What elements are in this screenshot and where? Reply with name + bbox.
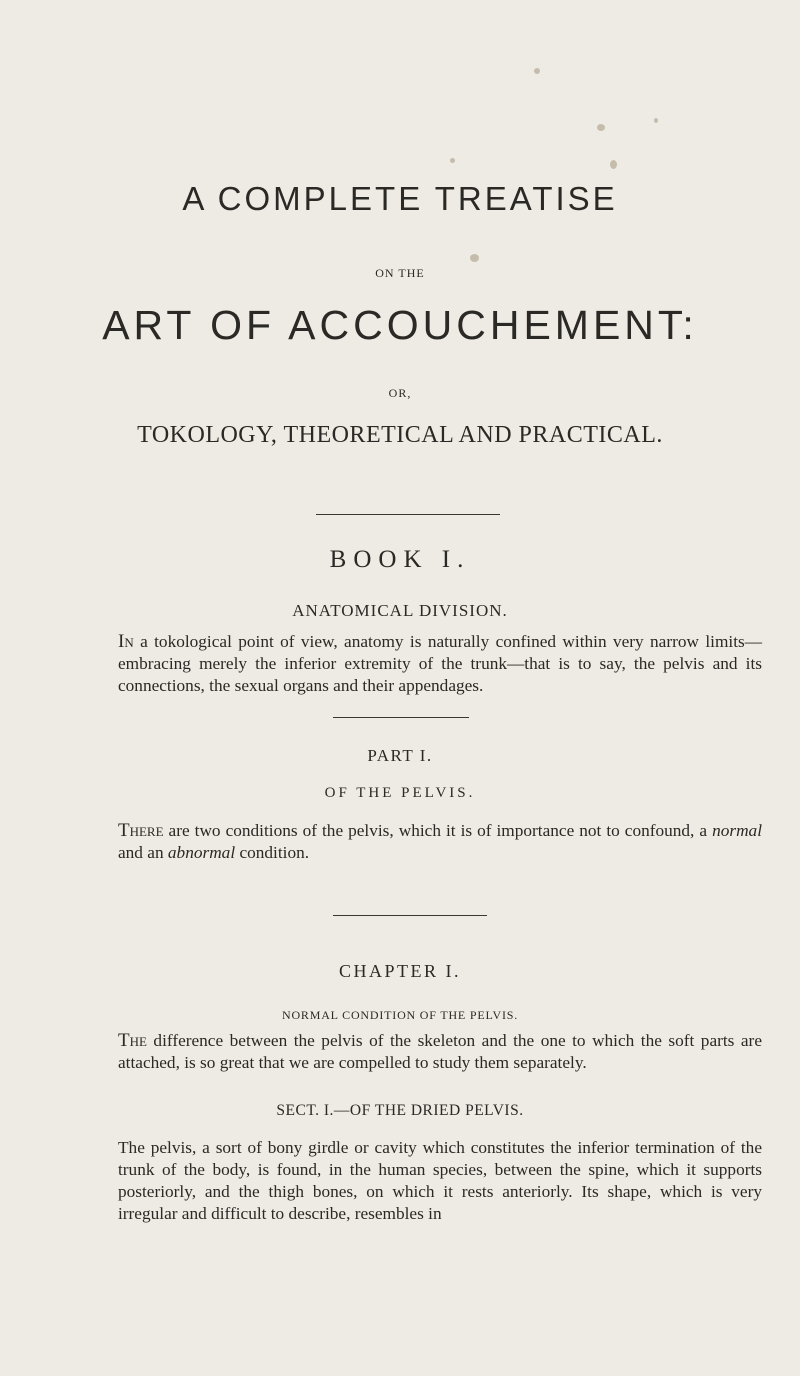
- part-lead: There: [118, 820, 164, 841]
- divider-rule: [333, 915, 487, 916]
- foxing-spot: [597, 124, 605, 131]
- foxing-spot: [470, 254, 479, 262]
- part-subheading: OF THE PELVIS.: [324, 785, 476, 801]
- part-text-c: condition.: [235, 843, 310, 862]
- foxing-spot: [534, 68, 540, 74]
- book-heading: BOOK I.: [329, 546, 471, 573]
- part-text-abnormal: abnormal: [167, 843, 236, 862]
- title-line-3: ART OF ACCOUCHEMENT:: [102, 302, 698, 348]
- chapter-subheading: NORMAL CONDITION OF THE PELVIS.: [281, 1008, 519, 1022]
- foxing-spot: [654, 118, 658, 123]
- part-heading: PART I.: [367, 746, 433, 765]
- title-line-5: TOKOLOGY, THEORETICAL AND PRACTICAL.: [137, 422, 663, 448]
- part-text-normal: normal: [712, 821, 762, 840]
- intro-text: a tokological point of view, anatomy is naturally confined within very narrow limits—embracing merely the inferior extremity of the trunk—that is to say, the pelvis and its connections, the sexual organs and their appendages.: [118, 632, 762, 695]
- foxing-spot: [450, 158, 455, 163]
- section-paragraph: [118, 1137, 762, 1225]
- chapter-text: difference between the pelvis of the skeleton and the one to which the soft parts are attached, is so great that we are compelled to study them separately.: [118, 1031, 762, 1072]
- section-heading: SECT. I.—OF THE DRIED PELVIS.: [276, 1102, 524, 1119]
- part-paragraph: [118, 820, 762, 864]
- title-line-2: ON THE: [375, 266, 425, 280]
- division-heading: ANATOMICAL DIVISION.: [292, 601, 508, 620]
- foxing-spot: [610, 160, 617, 169]
- divider-rule: [333, 717, 469, 718]
- intro-paragraph: [118, 631, 762, 697]
- section-text: The pelvis, a sort of bony girdle or cavity which constitutes the inferior termination of the trunk of the body, is found, in the human species, between the spine, which it supports posteriorly, and the thigh bones, on which it rests anteriorly. Its shape, which is very irregular and difficult to describe, resembles in: [118, 1138, 762, 1223]
- title-line-4: OR,: [388, 386, 412, 400]
- chapter-paragraph: [118, 1030, 762, 1074]
- chapter-lead: The: [118, 1030, 147, 1051]
- chapter-heading: CHAPTER I.: [338, 961, 461, 981]
- part-text-b: and an: [118, 843, 168, 862]
- title-line-1: A COMPLETE TREATISE: [182, 180, 618, 217]
- divider-rule: [316, 514, 500, 515]
- part-text-a: are two conditions of the pelvis, which it is of importance not to confound, a: [163, 821, 713, 840]
- intro-lead: In: [118, 631, 134, 652]
